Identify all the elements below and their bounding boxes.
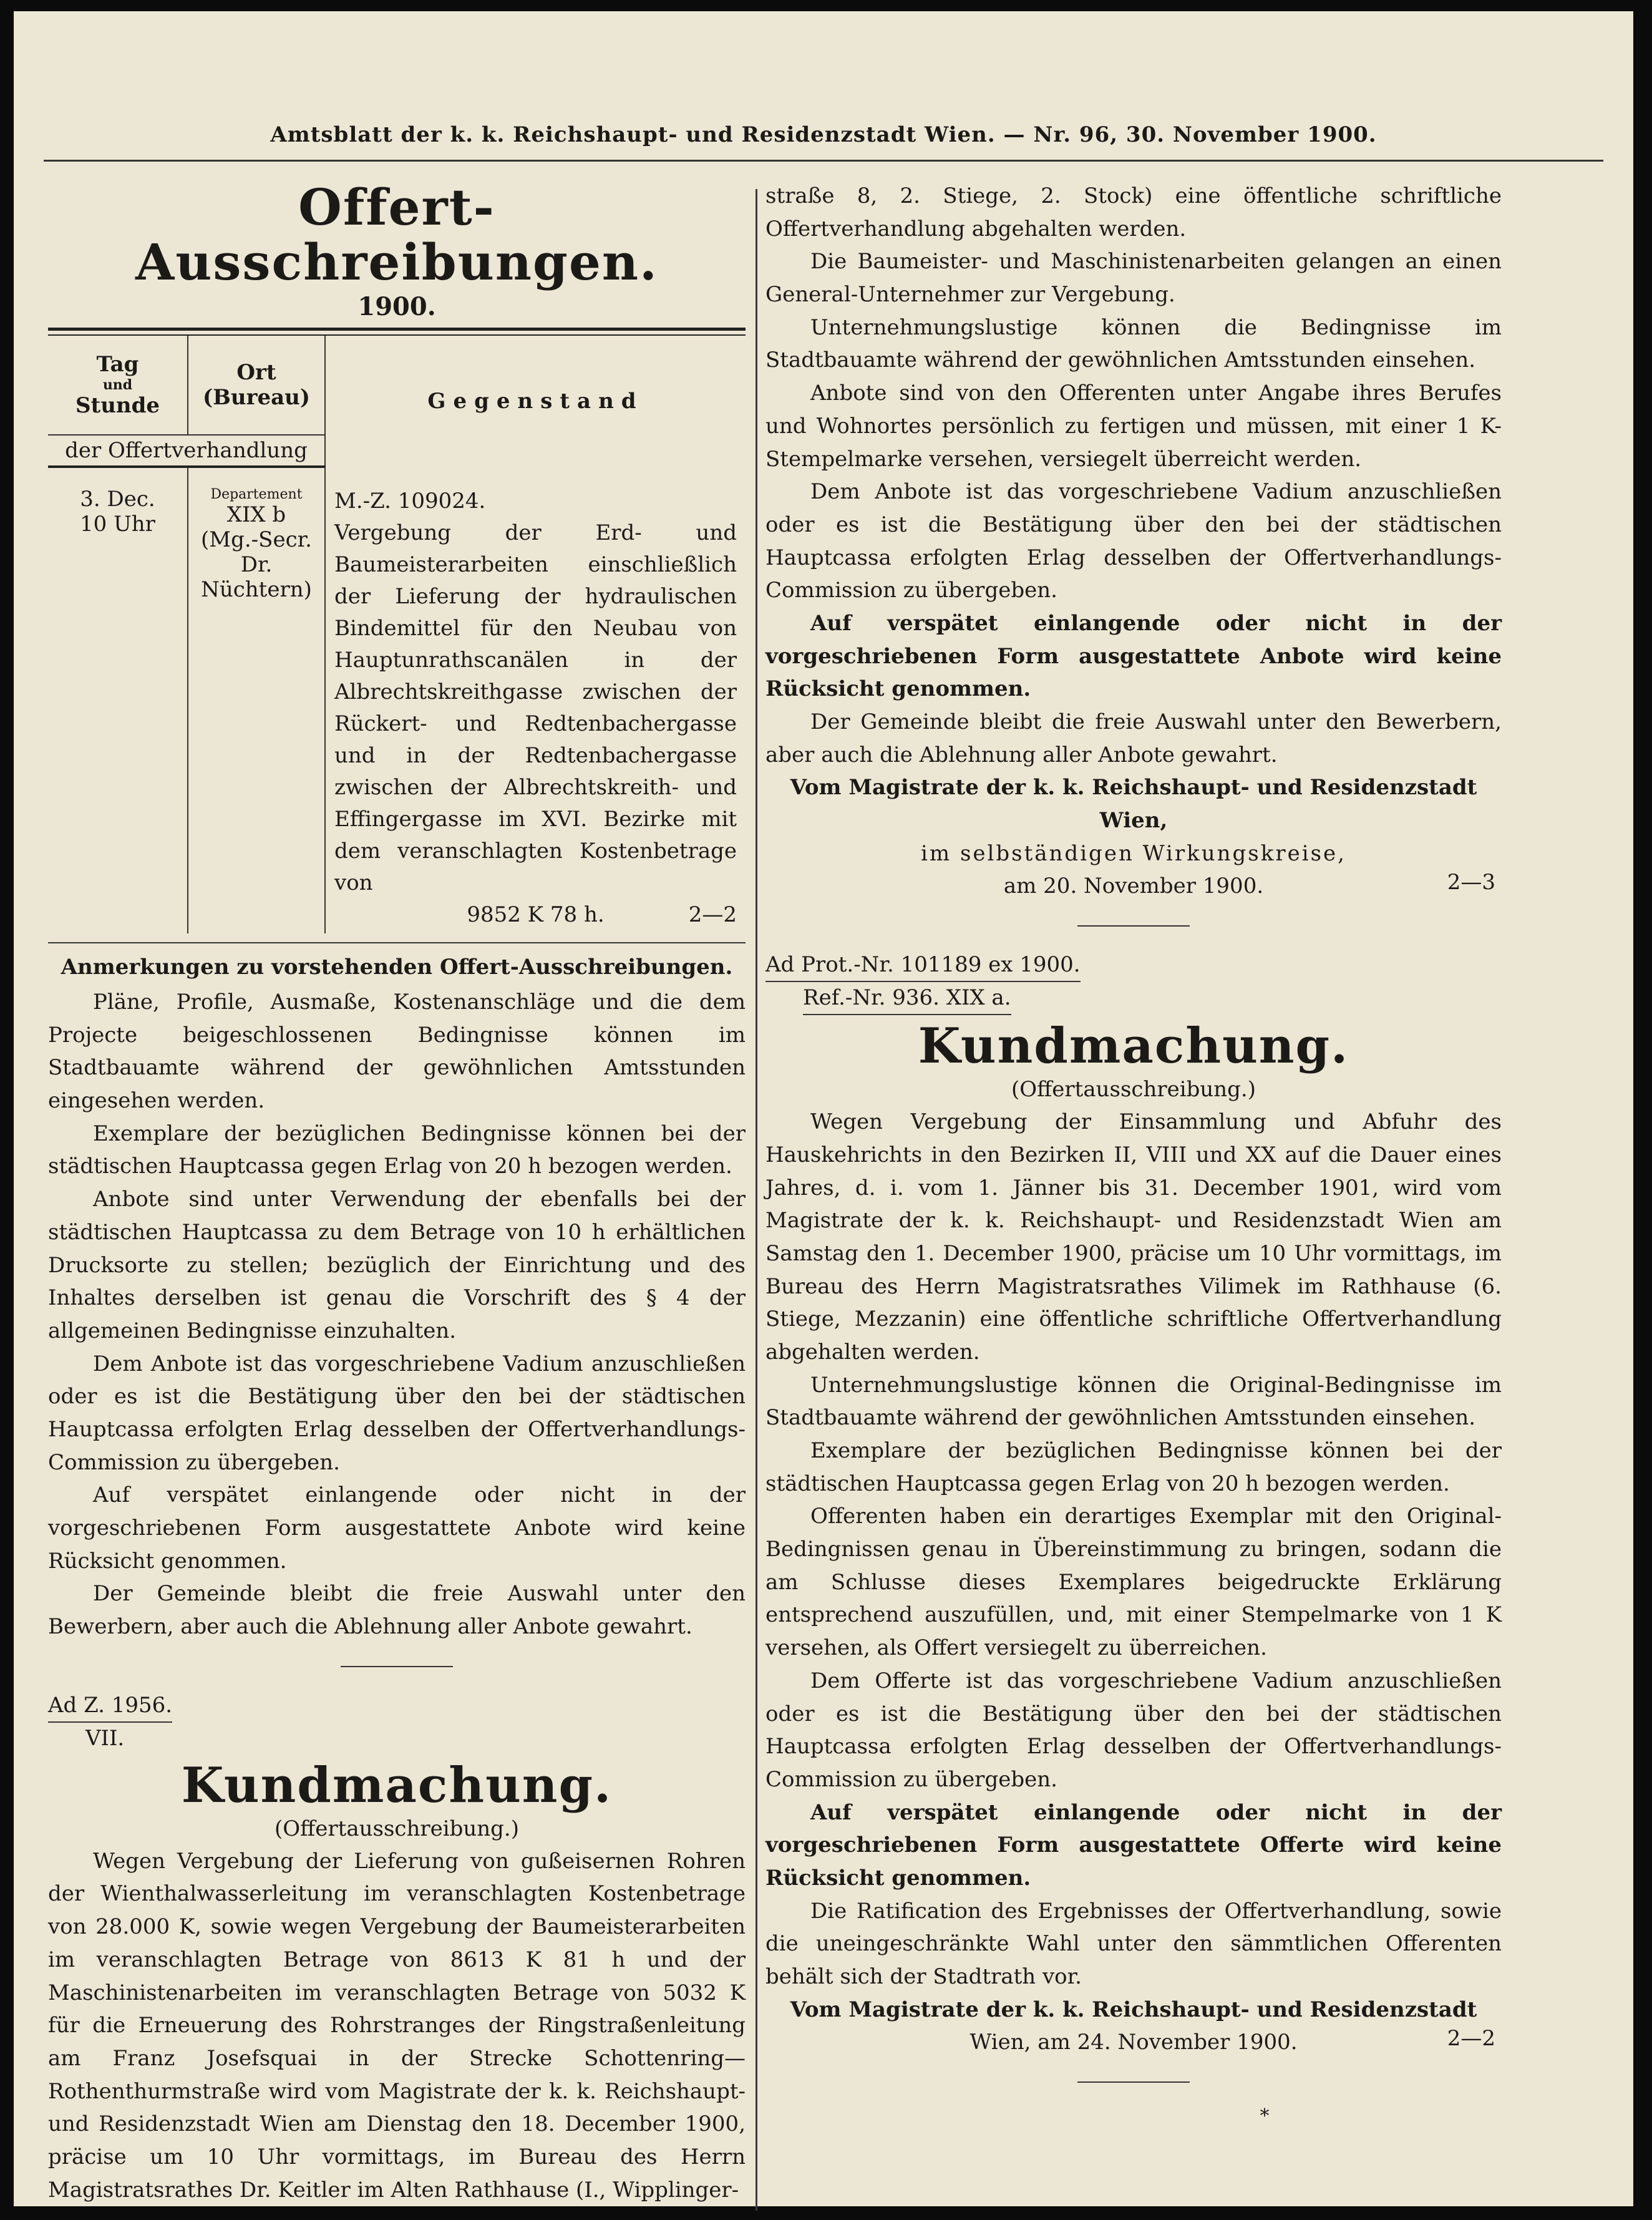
kund1-paragraph: Dem Anbote ist das vorgeschriebene Vadium anzuschließen oder es ist die Bestätigung über den bei der städtischen Hauptcassa erfolgten Erlag desselben der Offertverhandlungs-Commission zu übergeben. bbox=[765, 479, 1502, 603]
kund1-date-line bbox=[765, 870, 1502, 903]
entry-department: Departement bbox=[210, 487, 303, 502]
kund1-signature: Vom Magistrate der k. k. Reichshaupt- und Residenzstadt Wien, bbox=[790, 775, 1477, 834]
left-column bbox=[48, 180, 746, 2206]
kund2-date: Wien, am 24. November 1900. bbox=[969, 2030, 1298, 2055]
footer-mark: * bbox=[1260, 2105, 1270, 2128]
col-gegenstand: Gegenstand bbox=[427, 389, 644, 414]
entry-amount: 9852 K 78 h. bbox=[467, 902, 605, 927]
section-divider bbox=[1077, 925, 1190, 927]
kund1-paragraph: Anbote sind von den Offerenten unter Angabe ihres Berufes und Wohnortes persönlich zu fertigen und müssen, mit einer 1 K-Stempelmarke versehen, versiegelt überreicht werden. bbox=[765, 381, 1502, 472]
title-rule bbox=[48, 328, 746, 336]
offert-year: 1900. bbox=[357, 292, 436, 321]
kund1-paragraph: Auf verspätet einlangende oder nicht in der vorgeschriebenen Form ausgestattete Anbote wird keine Rücksicht genommen. bbox=[765, 610, 1502, 702]
col-tag-stunde bbox=[48, 336, 188, 435]
entry-date: 3. Dec. bbox=[80, 487, 155, 512]
kund1-paragraph: straße 8, 2. Stiege, 2. Stock) eine öffentliche schriftliche Offertverhandlung abgehalten werden. bbox=[765, 183, 1502, 241]
kund2-paragraph: Die Ratification des Ergebnisses der Offertverhandlung, sowie die uneingeschränkte Wahl unter den sämmtlichen Offerenten behält sich der Stadtrath vor. bbox=[765, 1898, 1502, 1989]
table-header-row bbox=[48, 336, 746, 435]
right-column bbox=[765, 180, 1502, 2127]
col-ort-label: Ort bbox=[236, 360, 276, 385]
kund1-paragraph: Der Gemeinde bleibt die freie Auswahl unter den Bewerbern, aber auch die Ablehnung aller Anbote gewahrt. bbox=[765, 709, 1502, 767]
notes-paragraph: Der Gemeinde bleibt die freie Auswahl unter den Bewerbern, aber auch die Ablehnung aller Anbote gewahrt. bbox=[48, 1581, 746, 1640]
notes-paragraph: Dem Anbote ist das vorgeschriebene Vadium anzuschließen oder es ist die Bestätigung über den bei der städtischen Hauptcassa erfolgten Erlag desselben der Offertverhandlungs-Commission zu übergeben. bbox=[48, 1351, 746, 1475]
kund2-paragraph: Offerenten haben ein derartiges Exemplar mit den Original-Bedingnissen genau in Übereinstimmung zu bringen, sodann die am Schlusse dieses Exemplares beigedruckte Erklärung entsprechend auszufüllen, und, mit einer Stempelmarke von 1 K versehen, als Offert versiegelt zu überreichen. bbox=[765, 1504, 1502, 1661]
section-divider bbox=[341, 1666, 453, 1667]
entry-place-cell bbox=[188, 467, 325, 933]
kund1-paragraph: Die Baumeister- und Maschinistenarbeiten gelangen an einen General-Unternehmer zur Vergebung. bbox=[765, 249, 1502, 308]
kund2-paragraph: Wegen Vergebung der Einsammlung und Abfuhr des Hauskehrichts in den Bezirken II, VIII und XX auf die Dauer eines Jahres, d. i. vom 1. Jänner bis 31. December 1901, wird vom Magistrate der k. k. Reichshaupt- und Residenzstadt Wien am Samstag den 1. December 1900, präcise um 10 Uhr vormittags, im Bureau des Herrn Magistratsrathes Vilimek im Rathhause (6. Stiege, Mezzanin) eine öffentliche schriftliche Offertverhandlung abgehalten werden. bbox=[765, 1109, 1502, 1365]
kund1-ref-number: Ad Z. 1956. bbox=[48, 1690, 172, 1723]
kund1-paragraph: Wegen Vergebung der Lieferung von gußeisernen Rohren der Wienthalwasserleitung im veranschlagten Kostenbetrage von 28.000 K, sowie wegen Vergebung der Baumeisterarbeiten im veranschlagten Betrage von 8613 K 81 h und der Maschinistenarbeiten im veranschlagten Betrage von 5032 K für die Erneuerung des Rohrstranges der Ringstraßenleitung am Franz Josefsquai in der Strecke Schottenring—Rothenthurmstraße wird vom Magistrate der k. k. Reichshaupt- und Residenzstadt Wien am Dienstag den 18. December 1900, präcise um 10 Uhr vormittags, im Bureau des Herrn Magistratsrathes Dr. Keitler im Alten Rathhause (I., Wipplinger- bbox=[48, 1848, 746, 2203]
notes-paragraph: Exemplare der bezüglichen Bedingnisse können bei der städtischen Hauptcassa gegen Erlag von 20 h bezogen werden. bbox=[48, 1121, 746, 1179]
col-ort bbox=[188, 336, 325, 435]
kund2-ref-number: Ad Prot.-Nr. 101189 ex 1900. bbox=[765, 949, 1081, 982]
notes-paragraph: Pläne, Profile, Ausmaße, Kostenanschläge und die dem Projecte beigeschlossenen Bedingnisse können im Stadtbauamte während der gewöhnlichen Amtsstunden eingesehen werden. bbox=[48, 990, 746, 1114]
kund2-paragraph: Exemplare der bezüglichen Bedingnisse können bei der städtischen Hauptcassa gegen Erlag von 20 h bezogen werden. bbox=[765, 1438, 1502, 1496]
page-header: Amtsblatt der k. k. Reichshaupt- und Residenzstadt Wien. — Nr. 96, 30. November 1900. bbox=[270, 122, 1377, 147]
kund2-reference bbox=[765, 949, 1502, 1015]
kund2-code: 2—2 bbox=[1447, 2026, 1495, 2052]
table-row bbox=[48, 467, 746, 933]
kund1-date: am 20. November 1900. bbox=[1003, 874, 1264, 899]
kund1-title: Kundmachung. bbox=[181, 1756, 613, 1814]
kund1-reference bbox=[48, 1690, 746, 1755]
kund2-date-line bbox=[765, 2026, 1502, 2059]
kund1-subtitle: (Offertausschreibung.) bbox=[275, 1816, 519, 1841]
entry-place-2: (Mg.-Secr. bbox=[201, 527, 312, 552]
kund1-signature-2: im selbständigen Wirkungskreise, bbox=[921, 840, 1346, 866]
kund1-code: 2—3 bbox=[1447, 870, 1495, 895]
entry-number: M.-Z. 109024. bbox=[334, 489, 486, 514]
entry-place-3: Dr. bbox=[240, 552, 273, 577]
header-rule bbox=[44, 160, 1603, 162]
kund2-paragraph: Dem Offerte ist das vorgeschriebene Vadium anzuschließen oder es ist die Bestätigung über den bei der städtischen Hauptcassa erfolgten Erlag desselben der Offertverhandlungs-Commission zu übergeben. bbox=[765, 1668, 1502, 1792]
entry-code: 2—2 bbox=[688, 902, 737, 927]
entry-subject-cell bbox=[325, 467, 746, 933]
kund1-paragraph: Unternehmungslustige können die Bedingnisse im Stadtbauamte während der gewöhnlichen Amtsstunden einsehen. bbox=[765, 314, 1502, 373]
offert-title: Offert-Ausschreibungen. bbox=[135, 178, 658, 291]
col-offertverhandlung-label: der Offertverhandlung bbox=[48, 435, 325, 467]
kund2-paragraph: Auf verspätet einlangende oder nicht in der vorgeschriebenen Form ausgestattete Offerte wird keine Rücksicht genommen. bbox=[765, 1799, 1502, 1891]
newspaper-page bbox=[14, 11, 1633, 2206]
table-bottom-rule bbox=[48, 942, 746, 943]
notes-heading: Anmerkungen zu vorstehenden Offert-Ausschreibungen. bbox=[61, 955, 733, 980]
entry-time: 10 Uhr bbox=[80, 512, 155, 537]
entry-text: Vergebung der Erd- und Baumeisterarbeiten einschließlich der Lieferung der hydraulischen Bindemittel für den Neubau von Hauptunrathscanälen in der Albrechtskreithgasse zwischen der Rückert- und Redtenbachergasse und in der Redtenbachergasse zwischen der Albrechtskreith- und Effingergasse im XVI. Bezirke mit dem veranschlagten Kostenbetrage von bbox=[334, 520, 737, 895]
section-divider bbox=[1077, 2081, 1190, 2083]
kund2-signature: Vom Magistrate der k. k. Reichshaupt- und Residenzstadt bbox=[790, 1997, 1477, 2022]
notes-paragraph: Auf verspätet einlangende oder nicht in der vorgeschriebenen Form ausgestattete Anbote wird keine Rücksicht genommen. bbox=[48, 1482, 746, 1574]
col-tag-label: Tag bbox=[96, 352, 139, 377]
entry-place-4: Nüchtern) bbox=[201, 577, 312, 602]
entry-place-1: XIX b bbox=[226, 502, 286, 527]
kund2-subtitle: (Offertausschreibung.) bbox=[1011, 1077, 1256, 1103]
col-stunde-label: Stunde bbox=[75, 393, 160, 418]
kund2-title: Kundmachung. bbox=[918, 1018, 1349, 1075]
notes-paragraph: Anbote sind unter Verwendung der ebenfalls bei der städtischen Hauptcassa zu dem Betrage von 10 h erhältlichen Drucksorte zu stellen; bezüglich der Einrichtung und des Inhaltes derselben ist genau die Vorschrift des § 4 der allgemeinen Bedingnisse einzuhalten. bbox=[48, 1187, 746, 1343]
kund1-ref-dept: VII. bbox=[85, 1725, 125, 1751]
kund2-paragraph: Unternehmungslustige können die Original-Bedingnisse im Stadtbauamte während der gewöhnlichen Amtsstunden einsehen. bbox=[765, 1372, 1502, 1431]
kund2-ref-dept: Ref.-Nr. 936. XIX a. bbox=[803, 982, 1011, 1015]
entry-amount-line bbox=[334, 899, 737, 931]
col-bureau-label: (Bureau) bbox=[203, 385, 310, 410]
col-und-label: und bbox=[102, 377, 133, 393]
entry-date-cell bbox=[48, 467, 188, 933]
column-divider bbox=[756, 189, 757, 2211]
offert-table bbox=[48, 336, 746, 933]
